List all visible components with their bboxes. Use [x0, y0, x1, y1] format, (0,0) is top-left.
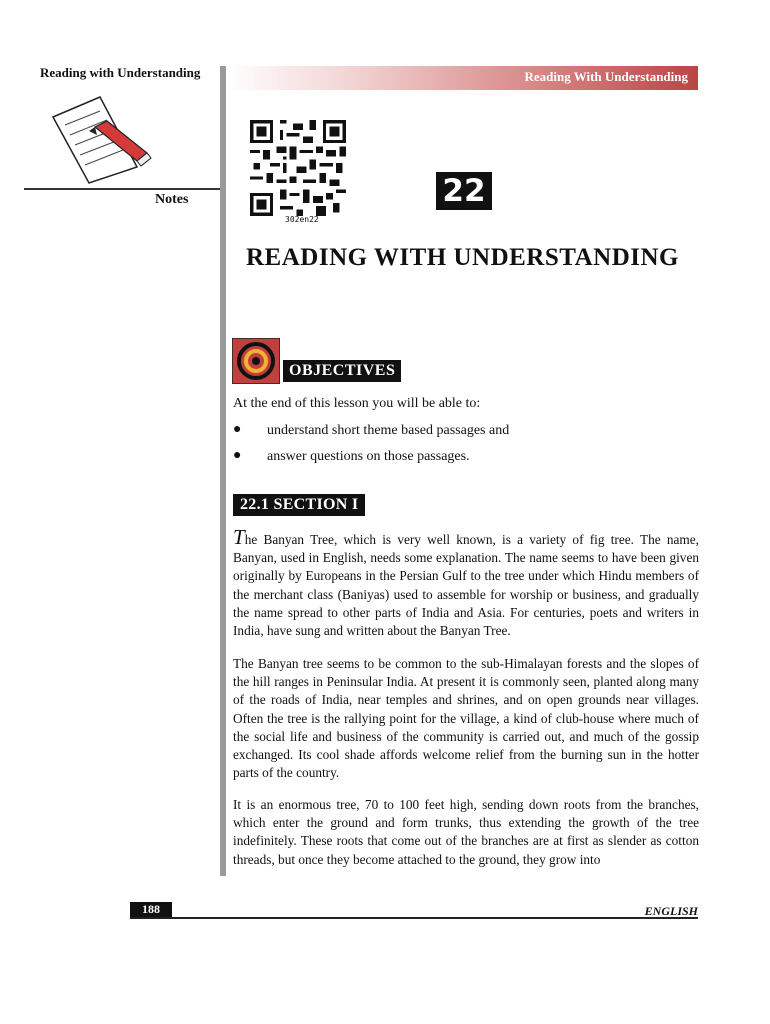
objectives-heading: OBJECTIVES — [283, 360, 401, 382]
bullet-icon: ● — [233, 422, 242, 437]
bullet-icon: ● — [233, 448, 242, 463]
section-heading: 22.1 SECTION I — [233, 494, 365, 516]
pencil-paper-icon — [45, 95, 155, 185]
objective-text: understand short theme based passages and — [267, 423, 510, 438]
paragraph-2: The Banyan tree seems to be common to the sub-Himalayan forests and the slopes of the hill ranges in Peninsular India. At present it is commonly seen, planted along many of the roads of India, near temples and shrines, and on open grounds near villages. Often the tree is the rallying point for the village, a kind of club-house where much of the social life and business of the community is carried out, and much of the gossip exchanged. Its cool shade affords welcome relief from the burning sun in the hotter parts of the country. — [233, 656, 699, 781]
page-number: 188 — [130, 902, 172, 917]
paragraph-1-text: he Banyan Tree, which is very well known, is a variety of fig tree. The name, Banyan, used in English, needs some explanation. The name seems to have been given originally by Europeans in the Persian Gulf to the tree under which Hindu members of the merchant class (Baniyas) used to assemble for worship or business, and gradually the name spread to other parts of India and Asia. For centuries, poets and writers in India, have sung and written about the Banyan Tree. — [233, 532, 699, 639]
footer-subject: ENGLISH — [644, 904, 698, 918]
chapter-title: READING WITH UNDERSTANDING — [246, 244, 679, 271]
qr-code-label: 302en22 — [285, 215, 319, 224]
chapter-number: 22 — [436, 172, 492, 210]
objective-text: answer questions on those passages. — [267, 449, 470, 464]
paragraph-1 — [233, 525, 699, 640]
target-icon — [232, 338, 280, 384]
objectives-intro: At the end of this lesson you will be able to: — [233, 396, 481, 411]
qr-code-icon — [250, 120, 346, 216]
footer-rule — [130, 917, 698, 919]
running-header-left: Reading with Understanding — [40, 65, 201, 80]
running-header-right: Reading With Understanding — [524, 69, 688, 84]
notes-rule — [24, 188, 220, 190]
drop-cap: T — [233, 525, 245, 549]
margin-rule — [220, 66, 226, 876]
paragraph-3: It is an enormous tree, 70 to 100 feet high, sending down roots from the branches, which enter the ground and form trunks, thus extending the growth of the tree indefinitely. These roots that come out of the branches are at first as slender as cotton threads, but once they become attached to the ground, they grow into — [233, 797, 699, 867]
objectives-list — [233, 423, 509, 475]
list-item — [233, 449, 509, 475]
list-item — [233, 423, 509, 449]
notes-label: Notes — [155, 192, 189, 207]
